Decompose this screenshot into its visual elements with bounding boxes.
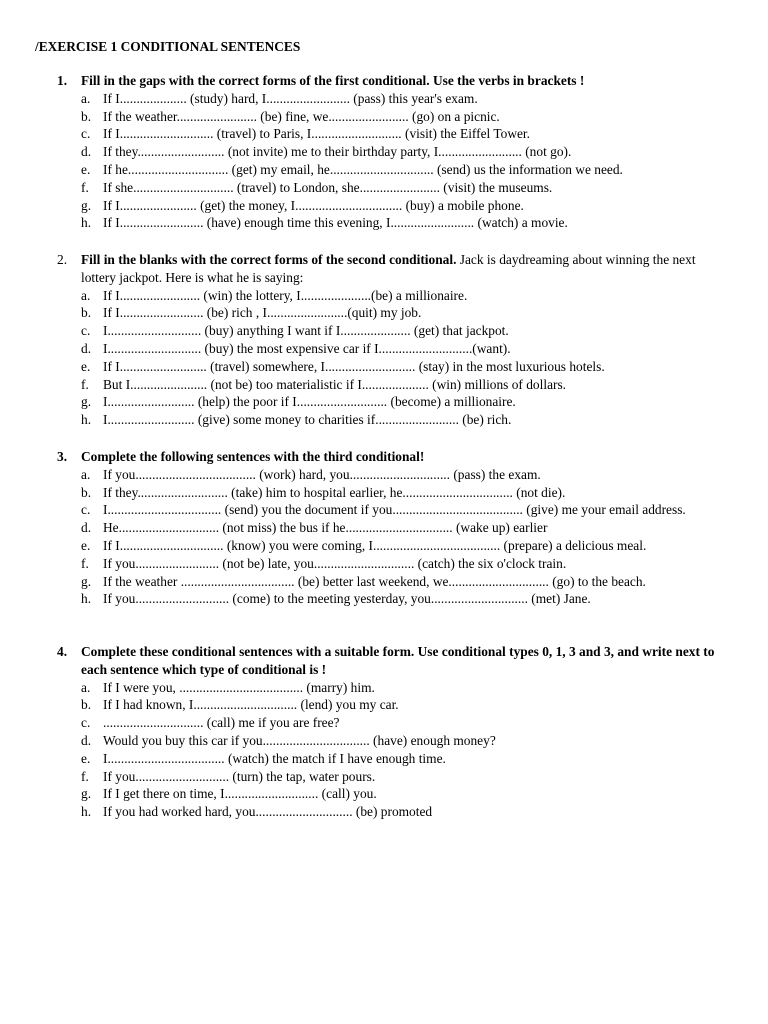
item-letter: a.: [81, 287, 91, 303]
item-text: If you......................... (not be) late, you.............................. (catch) the six o'clock train.: [103, 555, 567, 571]
item-letter: c.: [81, 323, 91, 339]
list-item: [0, 393, 768, 411]
list-item: [0, 803, 768, 821]
item-text: If I get there on time, I............................ (call) you.: [103, 786, 377, 802]
item-text: If I had known, I............................... (lend) you my car.: [103, 697, 399, 713]
item-letter: b.: [81, 697, 92, 713]
list-item: [0, 590, 768, 608]
list-item: [0, 90, 768, 108]
item-text: If you............................ (turn) the tap, water pours.: [103, 768, 376, 784]
instruction-bold: Fill in the gaps with the correct forms of the first conditional. Use the verbs in brackets !: [81, 73, 585, 88]
item-letter: d.: [81, 144, 92, 160]
item-text: I.......................... (help) the poor if I........................... (become) a millionaire.: [103, 394, 516, 410]
item-letter: g.: [81, 197, 92, 213]
list-item: [0, 555, 768, 573]
item-letter: e.: [81, 537, 91, 553]
item-text: If I were you, ..................................... (marry) him.: [103, 679, 375, 695]
item-letter: f.: [81, 179, 89, 195]
list-item: [0, 214, 768, 232]
item-letter: c.: [81, 502, 91, 518]
list-item: [0, 161, 768, 179]
list-item: [0, 197, 768, 215]
item-text: If you............................ (come) to the meeting yesterday, you............................. (met) Jane.: [103, 591, 591, 607]
list-item: [0, 304, 768, 322]
list-item: [0, 340, 768, 358]
item-letter: e.: [81, 358, 91, 374]
instruction-bold: Fill in the blanks with the correct forms of the second conditional.: [81, 252, 457, 267]
item-text: If I........................ (win) the lottery, I.....................(be) a millionaire.: [103, 287, 468, 303]
list-item: [0, 179, 768, 197]
item-letter: a.: [81, 466, 91, 482]
item-text: If you.................................... (work) hard, you.............................. (pass) the exam.: [103, 466, 541, 482]
list-item: [0, 768, 768, 786]
list-item: [0, 750, 768, 768]
instruction-bold: Complete these conditional sentences with a suitable form. Use conditional types 0, 1, 3 and 3, and write next to each sentence which type of conditional is !: [81, 644, 715, 677]
item-text: He.............................. (not miss) the bus if he................................ (wake up) earlier: [103, 520, 548, 536]
list-item: [0, 573, 768, 591]
item-letter: a.: [81, 90, 91, 106]
list-item: [0, 785, 768, 803]
exercise-number: 2.: [57, 252, 68, 267]
list-item: [0, 287, 768, 305]
list-item: [0, 519, 768, 537]
page-title: /EXERCISE 1 CONDITIONAL SENTENCES: [35, 39, 301, 54]
exercise-instruction: [0, 251, 768, 287]
list-item: [0, 696, 768, 714]
list-item: [0, 714, 768, 732]
item-letter: h.: [81, 215, 92, 231]
item-letter: f.: [81, 555, 89, 571]
item-text: But I....................... (not be) too materialistic if I.................... (win) millions of dollars.: [103, 376, 567, 392]
list-item: [0, 466, 768, 484]
exercise-number: 4.: [57, 644, 68, 659]
item-text: If I....................... (get) the money, I................................ (buy) a mobile phone.: [103, 197, 524, 213]
item-text: I............................ (buy) the most expensive car if I............................(want).: [103, 340, 511, 356]
item-text: If I......................... (be) rich , I........................(quit) my job.: [103, 305, 422, 321]
list-item: [0, 108, 768, 126]
item-letter: f.: [81, 376, 89, 392]
item-text: I.......................... (give) some money to charities if......................... (be) rich.: [103, 412, 512, 428]
item-letter: b.: [81, 108, 92, 124]
list-item: [0, 125, 768, 143]
item-letter: a.: [81, 679, 91, 695]
list-item: [0, 732, 768, 750]
list-item: [0, 376, 768, 394]
exercise-3: [0, 448, 768, 608]
item-text: Would you buy this car if you................................ (have) enough money?: [103, 732, 496, 748]
item-text: If I......................... (have) enough time this evening, I......................... (watch) a movie.: [103, 215, 568, 231]
item-letter: h.: [81, 591, 92, 607]
list-item: [0, 537, 768, 555]
item-letter: d.: [81, 520, 92, 536]
item-letter: e.: [81, 161, 91, 177]
item-letter: e.: [81, 750, 91, 766]
exercise-number: 3.: [57, 449, 68, 464]
exercise-number: 1.: [57, 73, 68, 88]
item-text: If I.......................... (travel) somewhere, I........................... (stay) in the most luxurious hotels.: [103, 358, 605, 374]
list-item: [0, 358, 768, 376]
list-item: [0, 143, 768, 161]
item-text: .............................. (call) me if you are free?: [103, 715, 340, 731]
exercise-2: [0, 251, 768, 429]
item-text: If they.......................... (not invite) me to their birthday party, I......................... (not go).: [103, 144, 572, 160]
list-item: [0, 484, 768, 502]
exercise-1: [0, 72, 768, 232]
item-letter: b.: [81, 484, 92, 500]
item-text: I................................... (watch) the match if I have enough time.: [103, 750, 446, 766]
item-text: I............................ (buy) anything I want if I..................... (get) that jackpot.: [103, 323, 509, 339]
item-text: If they........................... (take) him to hospital earlier, he................................. (not die).: [103, 484, 566, 500]
item-text: If the weather........................ (be) fine, we........................ (go) on a picnic.: [103, 108, 500, 124]
item-letter: g.: [81, 394, 92, 410]
list-item: [0, 322, 768, 340]
instruction-rest: Jack is daydreaming about winning the next lottery jackpot. Here is what he is saying:: [81, 252, 696, 285]
item-text: If the weather .................................. (be) better last weekend, we.............................. (go) to the beach.: [103, 573, 646, 589]
item-letter: h.: [81, 412, 92, 428]
list-item: [0, 679, 768, 697]
item-text: I.................................. (send) you the document if you....................................... (give) me your email address.: [103, 502, 686, 518]
item-letter: h.: [81, 804, 92, 820]
item-letter: c.: [81, 126, 91, 142]
exercise-instruction: [0, 72, 768, 90]
exercise-instruction: [0, 448, 768, 466]
item-text: If I............................ (travel) to Paris, I........................... (visit) the Eiffel Tower.: [103, 126, 530, 142]
list-item: [0, 411, 768, 429]
item-letter: g.: [81, 573, 92, 589]
item-letter: g.: [81, 786, 92, 802]
list-item: [0, 501, 768, 519]
item-text: If I............................... (know) you were coming, I...................................... (prepare) a delicious meal.: [103, 537, 647, 553]
item-letter: d.: [81, 732, 92, 748]
item-letter: f.: [81, 768, 89, 784]
item-letter: d.: [81, 340, 92, 356]
exercise-instruction: [0, 643, 768, 679]
instruction-bold: Complete the following sentences with the third conditional!: [81, 449, 425, 464]
item-text: If he.............................. (get) my email, he............................... (send) us the information we need.: [103, 161, 623, 177]
item-letter: c.: [81, 715, 91, 731]
item-letter: b.: [81, 305, 92, 321]
item-text: If she.............................. (travel) to London, she........................ (visit) the museums.: [103, 179, 553, 195]
item-text: If I.................... (study) hard, I......................... (pass) this year's exam.: [103, 90, 478, 106]
item-text: If you had worked hard, you............................. (be) promoted: [103, 804, 433, 820]
exercise-4: [0, 643, 768, 821]
